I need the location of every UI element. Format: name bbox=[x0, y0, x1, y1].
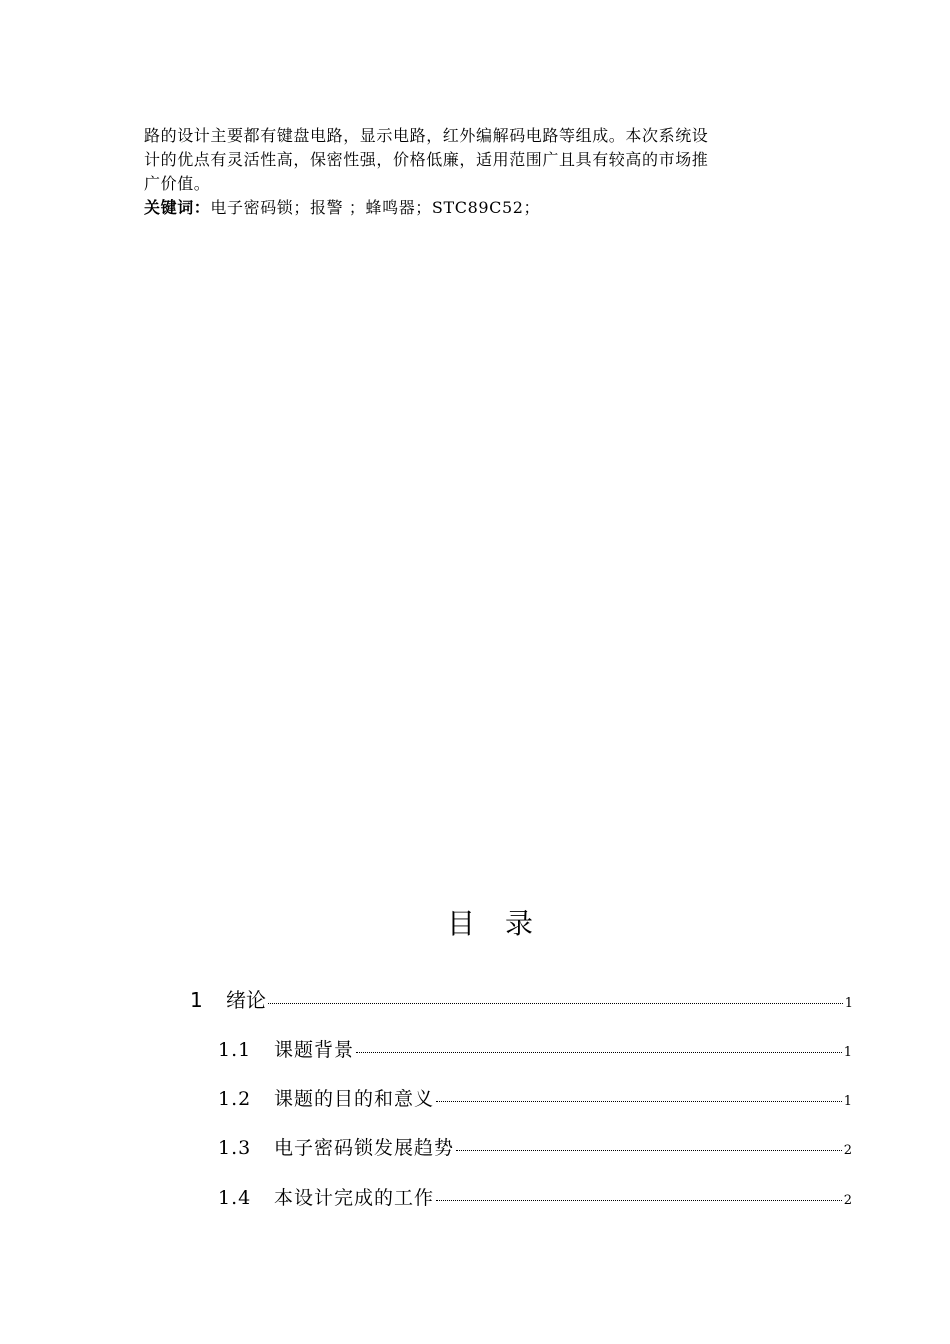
toc-entry-number: 1.2 bbox=[218, 1088, 252, 1110]
toc-entry-label: 课题的目的和意义 bbox=[274, 1088, 435, 1110]
toc-entry-page: 2 bbox=[843, 1143, 853, 1158]
toc-entry-1-2[interactable] bbox=[218, 1084, 853, 1111]
toc-entry-label: 课题背景 bbox=[274, 1039, 355, 1061]
abstract-line: 广价值。 bbox=[144, 174, 211, 193]
toc-dot-leader bbox=[436, 1101, 842, 1102]
toc-dot-leader bbox=[356, 1052, 842, 1053]
toc-entry-number: 1.3 bbox=[218, 1137, 252, 1159]
toc-entry-page: 1 bbox=[843, 1045, 853, 1060]
toc-entry-page: 1 bbox=[843, 1094, 853, 1109]
toc-entry-1-3[interactable] bbox=[218, 1133, 853, 1160]
toc-entry-page: 2 bbox=[843, 1193, 853, 1208]
toc-dot-leader bbox=[456, 1150, 842, 1151]
toc-entry-1[interactable] bbox=[190, 984, 853, 1013]
keywords-text: 电子密码锁；报警 ；蜂鸣器；STC89C52； bbox=[210, 198, 541, 217]
toc-dot-leader bbox=[268, 1003, 843, 1004]
toc-entry-label: 电子密码锁发展趋势 bbox=[274, 1137, 455, 1159]
toc-entry-label: 本设计完成的工作 bbox=[274, 1187, 435, 1209]
toc-entry-1-1[interactable] bbox=[218, 1035, 853, 1062]
abstract-line: 计的优点有灵活性高，保密性强，价格低廉，适用范围广且具有较高的市场推 bbox=[144, 150, 709, 169]
keywords-label: 关键词： bbox=[144, 198, 211, 217]
toc-entry-1-4[interactable] bbox=[218, 1183, 853, 1210]
toc-entry-label: 绪论 bbox=[226, 988, 266, 1012]
toc-entry-number: 1.1 bbox=[218, 1039, 252, 1061]
toc-entry-number: 1 bbox=[190, 988, 203, 1012]
toc-dot-leader bbox=[436, 1200, 842, 1201]
toc-title: 目录 bbox=[446, 907, 563, 940]
abstract-section bbox=[144, 124, 809, 220]
abstract-line: 路的设计主要都有键盘电路，显示电路，红外编解码电路等组成。本次系统设 bbox=[144, 126, 709, 145]
toc-entry-number: 1.4 bbox=[218, 1187, 252, 1209]
toc-entry-page: 1 bbox=[844, 996, 853, 1011]
keywords-line bbox=[144, 196, 809, 220]
